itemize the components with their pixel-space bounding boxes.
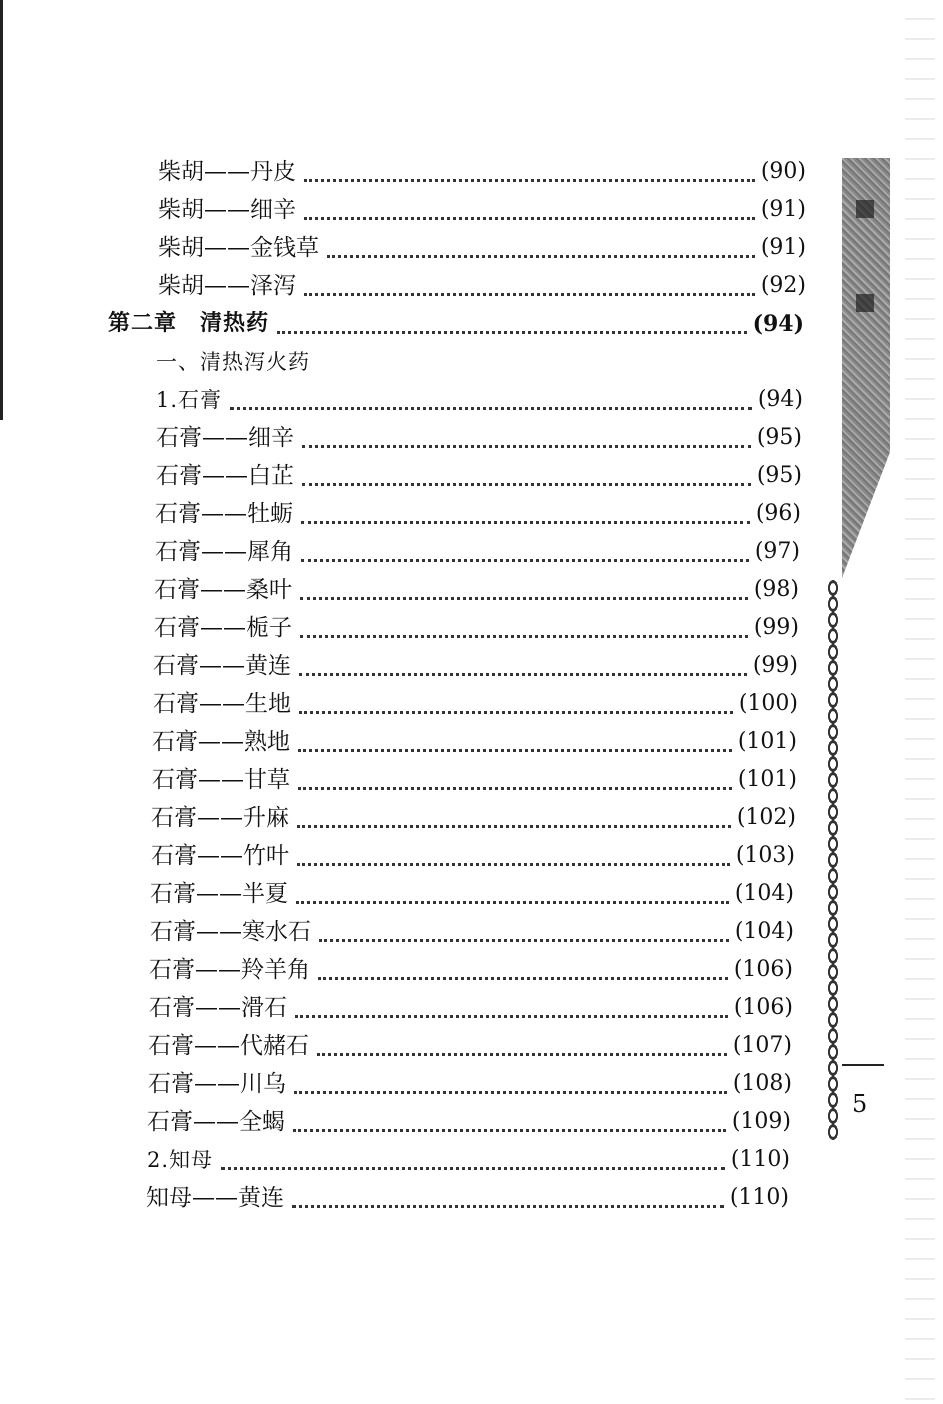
tab-mark-1 [856, 200, 874, 218]
toc-entry-title: 石膏——栀子 [154, 615, 292, 641]
toc-entry-page: (94) [757, 387, 803, 412]
toc-entry [148, 1024, 792, 1060]
toc-leader-dots [298, 729, 732, 752]
toc-entry-page: (106) [733, 995, 793, 1020]
toc-leader-dots [277, 311, 747, 334]
toc-leader-dots [295, 995, 728, 1018]
toc-leader-dots [304, 159, 755, 182]
toc-leader-dots [302, 425, 751, 448]
toc-entry-title: 石膏——桑叶 [154, 577, 292, 603]
toc-entry [151, 834, 795, 870]
toc-entry [154, 568, 799, 604]
toc-entry-title: 石膏——白芷 [156, 463, 294, 489]
toc-entry-title: 石膏——生地 [153, 691, 291, 717]
toc-entry-title: 石膏——代赭石 [148, 1033, 309, 1059]
toc-leader-dots [304, 197, 755, 220]
toc-leader-dots [297, 843, 730, 866]
toc-entry-title: 柴胡——细辛 [158, 197, 296, 223]
toc-entry [152, 758, 797, 794]
toc-entry-title: 2.知母 [147, 1148, 214, 1172]
toc-leader-dots [302, 463, 751, 486]
toc-entry-page: (110) [729, 1185, 789, 1210]
toc-leader-dots [327, 235, 755, 258]
left-edge-rule [0, 0, 3, 420]
toc-entry-page: (104) [734, 919, 794, 944]
toc-entry-title: 柴胡——泽泻 [158, 273, 296, 299]
toc-leader-dots [293, 1109, 726, 1132]
toc-entry [158, 226, 806, 262]
toc-entry [150, 910, 794, 946]
toc-leader-dots [298, 767, 732, 790]
toc-entry [155, 530, 800, 566]
toc-entry-title: 石膏——川乌 [148, 1071, 286, 1097]
tab-mark-2 [856, 294, 874, 312]
toc-leader-dots [299, 653, 747, 676]
toc-entry-title: 石膏——羚羊角 [149, 957, 310, 983]
toc-entry-title: 石膏——升麻 [151, 805, 289, 831]
toc-entry-page: (110) [730, 1147, 790, 1172]
toc-entry-page: (109) [731, 1109, 791, 1134]
toc-leader-dots [301, 501, 750, 524]
toc-entry [156, 416, 802, 452]
toc-leader-dots [300, 615, 748, 638]
toc-leader-dots [299, 691, 733, 714]
toc-entry [158, 188, 806, 224]
toc-entry-title: 一、清热泻火药 [156, 350, 310, 374]
toc-chapter-heading [108, 302, 804, 338]
toc-entry [153, 644, 798, 680]
toc-leader-dots [318, 957, 728, 980]
toc-entry-title: 知母——黄连 [146, 1185, 284, 1211]
toc-leader-dots [294, 1071, 727, 1094]
toc-entry-page: (107) [732, 1033, 792, 1058]
toc-entry-title: 石膏——竹叶 [151, 843, 289, 869]
toc-entry [152, 720, 797, 756]
toc-entry-title: 石膏——全蝎 [147, 1109, 285, 1135]
toc-entry [156, 378, 803, 414]
toc-entry-page: (95) [756, 425, 802, 450]
toc-entry-page: (101) [737, 729, 797, 754]
toc-entry-title: 第二章 清热药 [108, 311, 270, 336]
toc-entry-page: (97) [754, 539, 800, 564]
toc-entry [150, 872, 794, 908]
toc-leader-dots [296, 881, 729, 904]
toc-entry-page: (99) [752, 653, 798, 678]
toc-entry-page: (92) [760, 273, 806, 298]
toc-leader-dots [221, 1147, 725, 1170]
toc-leader-dots [301, 539, 749, 562]
toc-entry-page: (95) [756, 463, 802, 488]
toc-entry-title: 石膏——半夏 [150, 881, 288, 907]
toc-entry-title: 1.石膏 [156, 388, 223, 412]
side-thumb-tab [842, 158, 890, 578]
toc-entry [149, 986, 793, 1022]
toc-entry [147, 1100, 791, 1136]
toc-entry-page: (104) [734, 881, 794, 906]
toc-leader-dots [317, 1033, 727, 1056]
toc-entry-page: (91) [760, 235, 806, 260]
toc-entry-page: (96) [755, 501, 801, 526]
toc-entry-page: (100) [738, 691, 798, 716]
toc-entry-page: (90) [760, 159, 806, 184]
toc-entry-title: 石膏——牡蛎 [155, 501, 293, 527]
toc-entry-title: 石膏——熟地 [152, 729, 290, 755]
toc-leader-dots [230, 387, 752, 410]
decorative-chain-border [826, 580, 840, 1140]
toc-entry-page: (98) [753, 577, 799, 602]
toc-entry [155, 492, 801, 528]
page-number: 5 [852, 1090, 868, 1118]
toc-leader-dots [319, 919, 729, 942]
toc-entry-title: 石膏——细辛 [156, 425, 294, 451]
toc-entry-title: 石膏——甘草 [152, 767, 290, 793]
toc-entry-page: (108) [732, 1071, 792, 1096]
scan-edge-noise [905, 0, 935, 1404]
toc-entry [158, 150, 806, 186]
toc-entry-page: (91) [760, 197, 806, 222]
toc-entry-title: 石膏——寒水石 [150, 919, 311, 945]
toc-entry-title: 柴胡——金钱草 [158, 235, 319, 261]
toc-entry-page: (94) [752, 311, 804, 337]
toc-entry [148, 1062, 792, 1098]
toc-entry [156, 454, 802, 490]
toc-leader-dots [297, 805, 731, 828]
toc-entry [154, 606, 799, 642]
toc-entry-page: (99) [753, 615, 799, 640]
toc-entry [149, 948, 793, 984]
toc-entry-page: (101) [737, 767, 797, 792]
toc-entry-title: 石膏——犀角 [155, 539, 293, 565]
toc-entry-title: 石膏——黄连 [153, 653, 291, 679]
toc-entry-page: (106) [733, 957, 793, 982]
toc-entry-title: 石膏——滑石 [149, 995, 287, 1021]
toc-leader-dots [292, 1185, 724, 1208]
toc-entry [153, 682, 798, 718]
toc-entry-page: (102) [736, 805, 796, 830]
toc-entry-title: 柴胡——丹皮 [158, 159, 296, 185]
toc-entry [151, 796, 796, 832]
toc-entry [158, 264, 806, 300]
page-number-rule [842, 1064, 884, 1066]
toc-entry [147, 1138, 790, 1174]
toc-entry-page: (103) [735, 843, 795, 868]
toc-section-heading [156, 340, 456, 376]
toc-leader-dots [300, 577, 748, 600]
toc-leader-dots [304, 273, 755, 296]
toc-entry [146, 1176, 789, 1212]
